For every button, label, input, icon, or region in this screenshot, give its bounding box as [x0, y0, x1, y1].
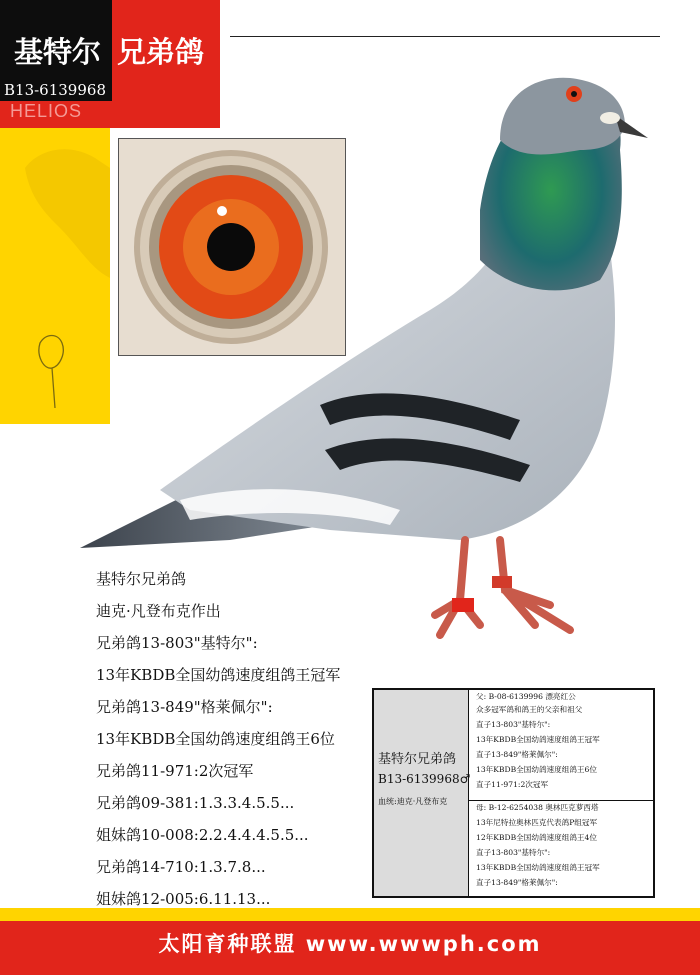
dam-line: 直子13-849"格莱佩尔":	[476, 878, 558, 887]
pedigree-ring: B13-6139968♂	[378, 772, 471, 786]
info-line: 兄弟鸽13-849"格莱佩尔":	[96, 698, 273, 716]
info-line: 兄弟鸽09-381:1.3.3.4.5.5...	[96, 794, 295, 812]
pedigree-bloodline: 血统:迪克·凡登布克	[378, 797, 448, 806]
dam-line: 12年KBDB全国幼鸽速度组鸽王4位	[476, 833, 597, 842]
info-line: 姐妹鸽12-005:6.11.13...	[96, 890, 271, 908]
ring-number: B13-6139968	[0, 80, 112, 101]
info-line: 13年KBDB全国幼鸽速度组鸽王6位	[96, 730, 335, 748]
title-part2: 兄弟鸽	[117, 35, 205, 69]
sire-line: 直子13-803"基特尔":	[476, 720, 551, 729]
dam-line: 母: B-12-6254038 奥林匹克萝西塔	[476, 803, 599, 812]
sire-line: 13年KBDB全国幼鸽速度组鸽王6位	[476, 765, 597, 774]
brand-watermark: HELIOS	[10, 101, 83, 121]
info-line: 基特尔兄弟鸽	[96, 570, 187, 588]
info-line: 姐妹鸽10-008:2.2.4.4.4.5.5...	[96, 826, 309, 844]
info-line: 13年KBDB全国幼鸽速度组鸽王冠军	[96, 666, 341, 684]
sire-line: 直子13-849"格莱佩尔":	[476, 750, 558, 759]
pedigree-table	[372, 688, 655, 898]
dam-line: 13年KBDB全国幼鸽速度组鸽王冠军	[476, 863, 600, 872]
pedigree-name: 基特尔兄弟鸽	[378, 752, 457, 767]
top-rule	[230, 36, 660, 37]
footer-text: 太阳育种联盟 www.wwwph.com	[158, 932, 542, 956]
info-line: 迪克·凡登布克作出	[96, 602, 221, 620]
sire-line: 父: B-08-6139996 漂亮红公	[476, 692, 576, 701]
info-line: 兄弟鸽11-971:2次冠军	[96, 762, 254, 780]
info-line: 兄弟鸽14-710:1.3.7.8...	[96, 858, 266, 876]
footer-yellow-stripe	[0, 908, 700, 921]
dam-line: 13年尼特拉奥林匹克代表鸽P组冠军	[476, 818, 598, 827]
pedigree-divider	[468, 800, 653, 801]
sire-line: 直子11-971:2次冠军	[476, 780, 549, 789]
sire-line: 13年KBDB全国幼鸽速度组鸽王冠军	[476, 735, 600, 744]
eye-closeup-photo	[118, 138, 346, 356]
sire-line: 众多冠军鸽和鸽王的父亲和祖父	[476, 705, 583, 714]
info-line: 兄弟鸽13-803"基特尔":	[96, 634, 258, 652]
dam-line: 直子13-803"基特尔":	[476, 848, 551, 857]
pedigree-subject-cell	[374, 690, 469, 896]
title-part1: 基特尔	[14, 35, 102, 69]
